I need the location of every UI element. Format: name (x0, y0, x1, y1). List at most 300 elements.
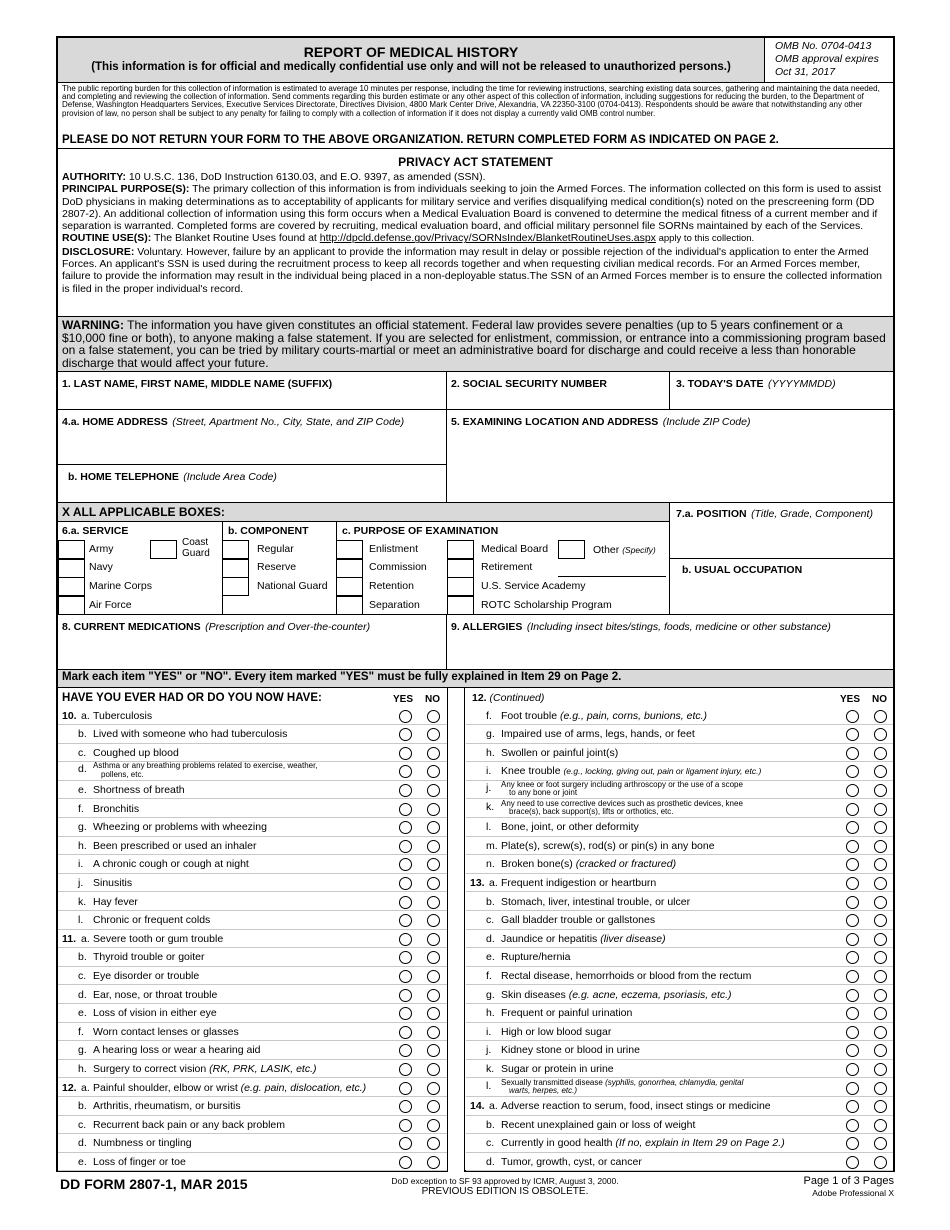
field-4b-telephone[interactable] (58, 465, 447, 503)
no-radio[interactable] (874, 970, 887, 983)
question-letter: h. (486, 1007, 495, 1020)
no-radio[interactable] (874, 858, 887, 871)
yes-radio[interactable] (846, 1156, 859, 1169)
no-radio[interactable] (427, 1082, 440, 1095)
question-hint: (cracked or fractured) (575, 858, 677, 871)
question-text: Plate(s), screw(s), rod(s) or pin(s) in any bone (501, 839, 715, 852)
question-text: Recurrent back pain or any back problem (93, 1118, 286, 1131)
question-row (466, 1153, 893, 1172)
column-divider (447, 688, 465, 1172)
no-radio[interactable] (427, 877, 440, 890)
yes-radio[interactable] (399, 710, 412, 723)
question-letter: g. (486, 728, 495, 741)
question-text: Eye disorder or trouble (93, 969, 200, 982)
no-radio[interactable] (427, 858, 440, 871)
question-text-block (501, 728, 695, 740)
question-text-line-2: warts, herpes, etc.) (509, 1086, 578, 1095)
purpose-commission-label: Commission (369, 561, 427, 573)
no-radio[interactable] (874, 1026, 887, 1039)
right-no-header: NO (872, 694, 887, 705)
yes-radio[interactable] (846, 896, 859, 909)
question-letter: h. (486, 746, 495, 759)
yes-radio[interactable] (846, 933, 859, 946)
yes-radio[interactable] (846, 1100, 859, 1113)
question-text-block (501, 1156, 642, 1168)
question-letter: e. (486, 951, 495, 964)
question-text: Bone, joint, or other deformity (501, 821, 639, 834)
question-text: Thyroid trouble or goiter (93, 951, 205, 964)
no-radio[interactable] (427, 1156, 440, 1169)
no-radio[interactable] (427, 951, 440, 964)
warning-box (58, 316, 893, 372)
question-letter: j. (486, 1044, 492, 1057)
question-hint: (syphilis, gonorrhea, chlamydia, genital (605, 1078, 744, 1087)
coast-guard-label (182, 538, 210, 559)
question-text: Hay fever (93, 895, 138, 908)
coast-guard-line-1: Coast (182, 537, 209, 548)
field-5-exam-location[interactable] (447, 410, 893, 503)
no-radio[interactable] (427, 933, 440, 946)
question-text-block (501, 840, 715, 852)
question-letter: d. (486, 932, 495, 945)
yes-radio[interactable] (399, 970, 412, 983)
question-text-block (93, 821, 267, 833)
question-row (58, 781, 447, 800)
yes-radio[interactable] (399, 1063, 412, 1076)
question-text-line-2: to any bone or joint (509, 788, 578, 798)
purpose-text: The primary collection of this information is from individuals seeking to join the Armed Forces. The information collected on this form is used to assist DoD physicians in making determinations as to acceptability of applicants for military service and verifies disqualifying medical condition(s) noted on the prescreening form (DD 2807-2). An additional collection of information using this form occurs when a Medical Evaluation Board is convened to determine the medical fitness of a current member and if separation is warranted. Completed forms are covered by recruiting, medical evaluation board, and official military personnel file SORNs maintained by each of the Services. (62, 183, 882, 233)
no-radio[interactable] (427, 728, 440, 741)
question-text-block (93, 762, 318, 779)
question-text-block (501, 858, 676, 870)
no-radio[interactable] (427, 970, 440, 983)
yes-radio[interactable] (846, 821, 859, 834)
field-9-hint: (Including insect bites/stings, foods, medicine or other substance) (526, 621, 831, 633)
checkbox-air-force[interactable] (58, 596, 85, 615)
no-radio[interactable] (427, 765, 440, 778)
question-row (466, 1060, 893, 1079)
question-row (466, 930, 893, 949)
yes-radio[interactable] (846, 747, 859, 760)
question-row (466, 855, 893, 874)
authority-label: AUTHORITY: (62, 171, 126, 183)
field-5-label: 5. EXAMINING LOCATION AND ADDRESS (451, 416, 659, 428)
question-text: Frequent indigestion or heartburn (501, 876, 657, 889)
checkbox-service-academy[interactable] (447, 577, 474, 596)
field-4a-label: 4.a. HOME ADDRESS (62, 416, 168, 428)
field-4a-address[interactable] (58, 410, 447, 465)
no-radio[interactable] (427, 784, 440, 797)
question-text-block (93, 710, 152, 722)
question-row (466, 1079, 893, 1098)
question-row (466, 967, 893, 986)
no-radio[interactable] (874, 728, 887, 741)
no-radio[interactable] (874, 840, 887, 853)
question-text-block (501, 951, 570, 963)
service-air-force-label: Air Force (89, 599, 132, 611)
question-hint: (If no, explain in Item 29 on Page 2.) (615, 1137, 785, 1150)
question-text-block (93, 1082, 366, 1094)
no-radio[interactable] (427, 747, 440, 760)
yes-radio[interactable] (399, 877, 412, 890)
field-9-allergies[interactable] (447, 615, 893, 670)
no-radio[interactable] (874, 933, 887, 946)
question-text: Tumor, growth, cyst, or cancer (501, 1155, 642, 1168)
component-reserve-label: Reserve (257, 561, 297, 573)
yes-radio[interactable] (399, 1007, 412, 1020)
disclosure-label: DISCLOSURE: (62, 245, 135, 258)
yes-radio[interactable] (846, 1044, 859, 1057)
question-text: Coughed up blood (93, 746, 179, 759)
no-radio[interactable] (874, 989, 887, 1002)
no-radio[interactable] (874, 803, 887, 816)
no-radio[interactable] (874, 1119, 887, 1132)
question-row (58, 948, 447, 967)
question-text: Wheezing or problems with wheezing (93, 821, 267, 834)
yes-radio[interactable] (846, 989, 859, 1002)
no-radio[interactable] (874, 1063, 887, 1076)
no-radio[interactable] (874, 710, 887, 723)
yes-radio[interactable] (846, 784, 859, 797)
question-text-block (501, 1079, 743, 1096)
other-label: Other (593, 544, 620, 556)
question-row (466, 762, 893, 781)
component-national-guard-label: National Guard (257, 580, 328, 592)
question-text-block (501, 970, 751, 982)
authority-text: 10 U.S.C. 136, DoD Instruction 6130.03, and E.O. 9397, as amended (SSN). (125, 171, 486, 183)
privacy-act-section (58, 149, 893, 314)
purpose-medical-board-label: Medical Board (481, 543, 549, 555)
no-radio[interactable] (427, 1137, 440, 1150)
yes-radio[interactable] (399, 989, 412, 1002)
yes-radio[interactable] (399, 914, 412, 927)
question-letter: c. (78, 969, 87, 982)
yes-radio[interactable] (846, 877, 859, 890)
question-text: Loss of finger or toe (93, 1155, 186, 1168)
field-6a-label: 6.a. SERVICE (62, 525, 129, 537)
question-row (58, 744, 447, 763)
yes-radio[interactable] (399, 765, 412, 778)
question-letter: n. (486, 858, 495, 871)
field-2-ssn[interactable] (447, 372, 670, 410)
field-7a-position[interactable] (670, 503, 893, 559)
warning-label: WARNING: (62, 318, 124, 332)
yes-radio[interactable] (846, 1007, 859, 1020)
yes-radio[interactable] (846, 951, 859, 964)
no-radio[interactable] (427, 821, 440, 834)
question-text: Frequent or painful urination (501, 1007, 633, 1020)
question-row (58, 986, 447, 1005)
no-radio[interactable] (427, 989, 440, 1002)
question-text-block (501, 800, 743, 817)
no-radio[interactable] (427, 1063, 440, 1076)
warning-text: The information you have given constitutes an official statement. Federal law provides severe penalties (up to 5 years confinement or a $10,000 fine or both), to anyone making a false statement. If you are selected for enlistment, commission, or entrance into a commissioning program based on a false statement, you can be tried by military courts-martial or meet an administrative board for discharge and could receive a less than honorable discharge that would affect your future. (62, 318, 886, 370)
question-text-block (501, 1044, 640, 1056)
routine-uses-link[interactable]: http://dpcld.defense.gov/Privacy/SORNsIndex/BlanketRoutineUses.aspx (319, 232, 656, 245)
question-text-block (501, 933, 666, 945)
question-number: 10. (62, 709, 77, 722)
checkbox-navy[interactable] (58, 559, 85, 578)
privacy-title: PRIVACY ACT STATEMENT (398, 155, 553, 169)
burden-statement: The public reporting burden for this collection of information is estimated to average 10 minutes per response, including the time for reviewing instructions, searching existing data sources, gathering and maintaining the data needed, and completing and reviewing the collection of information. Send comments regarding this burden estimate or any other aspect of this collection of information, including suggestions for reducing the burden, to the Department of Defense, Washington Headquarters Services, Executive Services Directorate, Directives Division, 4800 Mark Center Drive, Alexandria, VA 22350-3100 (0704-0413). Respondents should be aware that notwithstanding any other provision of law, no person shall be subject to any penalty for failing to comply with a collection of information if it does not display a currently valid OMB control number. (62, 84, 880, 118)
no-radio[interactable] (427, 1100, 440, 1113)
yes-radio[interactable] (399, 1026, 412, 1039)
checkbox-army[interactable] (58, 540, 85, 559)
checkbox-coast-guard[interactable] (150, 540, 177, 559)
question-letter: b. (486, 895, 495, 908)
no-radio[interactable] (874, 1044, 887, 1057)
checkbox-marine-corps[interactable] (58, 577, 85, 596)
question-text-block (501, 747, 618, 759)
adobe-version: Adobe Professional X (812, 1188, 894, 1198)
other-specify-line[interactable] (558, 576, 666, 577)
question-text-block (501, 1026, 611, 1038)
yes-radio[interactable] (399, 840, 412, 853)
question-letter: m. (486, 839, 498, 852)
no-radio[interactable] (874, 747, 887, 760)
service-navy-label: Navy (89, 561, 113, 573)
yes-radio[interactable] (399, 1100, 412, 1113)
no-radio[interactable] (874, 877, 887, 890)
field-4b-hint: (Include Area Code) (183, 471, 277, 483)
yes-radio[interactable] (846, 765, 859, 778)
checkbox-other[interactable] (558, 540, 585, 559)
question-letter: j. (486, 781, 492, 794)
question-text: Swollen or painful joint(s) (501, 746, 619, 759)
question-text: Currently in good health (501, 1137, 613, 1150)
question-text: Asthma or any breathing problems related to exercise, weather, (93, 762, 318, 771)
question-text: Rupture/hernia (501, 951, 571, 964)
question-hint: (e.g. acne, eczema, psoriasis, etc.) (568, 988, 732, 1001)
question-row (466, 986, 893, 1005)
omb-date: Oct 31, 2017 (775, 66, 836, 78)
footer-previous-edition: PREVIOUS EDITION IS OBSOLETE. (421, 1186, 589, 1197)
question-text: Gall bladder trouble or gallstones (501, 914, 656, 927)
checkbox-separation[interactable] (336, 596, 363, 615)
no-radio[interactable] (427, 1119, 440, 1132)
field-7b-label: b. USUAL OCCUPATION (682, 564, 803, 576)
question-text: Bronchitis (93, 802, 140, 815)
left-yes-header: YES (393, 694, 414, 705)
question-row (58, 1134, 447, 1153)
question-row (58, 893, 447, 912)
question-row (466, 781, 893, 800)
no-radio[interactable] (874, 784, 887, 797)
question-text: High or low blood sugar (501, 1025, 612, 1038)
question-row (58, 762, 447, 781)
checkbox-retirement[interactable] (447, 559, 474, 578)
question-text: Rectal disease, hemorrhoids or blood from the rectum (501, 969, 752, 982)
no-radio[interactable] (874, 896, 887, 909)
yes-radio[interactable] (846, 840, 859, 853)
field-8-label: 8. CURRENT MEDICATIONS (62, 621, 201, 633)
yes-radio[interactable] (399, 728, 412, 741)
field-1-name[interactable] (58, 372, 447, 410)
coast-guard-line-2: Guard (182, 547, 210, 559)
checkbox-regular[interactable] (222, 540, 249, 559)
question-row (58, 930, 447, 949)
question-text: Chronic or frequent colds (93, 914, 211, 927)
question-text-block (93, 951, 204, 963)
question-letter: a. (81, 932, 90, 945)
yes-radio[interactable] (846, 1119, 859, 1132)
question-letter: d. (486, 1155, 495, 1168)
field-7a-hint: (Title, Grade, Component) (751, 508, 873, 520)
checkbox-reserve[interactable] (222, 559, 249, 578)
question-letter: l. (486, 821, 492, 834)
disclosure-text: Voluntary. However, failure by an applicant to provide the information may result in delay or possible rejection of the individual's application to enter the Armed Forces. An applicant's SSN is used during the recruitment process to keep all records together and when requesting civilian medical records. For an Armed Forces member, failure to provide the information may result in the individual being placed in a non-deployable status.The SSN of an Armed Forces member is to ensure the collected information is filed in the proper individual's record. (62, 245, 883, 295)
checkbox-medical-board[interactable] (447, 540, 474, 559)
question-letter: h. (78, 1062, 87, 1075)
question-letter: i. (486, 1025, 492, 1038)
question-letter: h. (78, 839, 87, 852)
question-text: Knee trouble (501, 765, 561, 778)
question-text: Broken bone(s) (501, 858, 573, 871)
field-5-hint: (Include ZIP Code) (662, 416, 751, 428)
omb-approval: OMB approval expires (775, 53, 879, 65)
field-3-label: 3. TODAY'S DATE (676, 378, 764, 390)
yes-radio[interactable] (846, 1026, 859, 1039)
question-row (466, 1134, 893, 1153)
question-letter: b. (486, 1118, 495, 1131)
no-radio[interactable] (427, 803, 440, 816)
no-radio[interactable] (427, 1026, 440, 1039)
question-text-block (93, 1026, 239, 1038)
question-text: Shortness of breath (93, 783, 185, 796)
question-text: Arthritis, rheumatism, or bursitis (93, 1100, 241, 1113)
field-3-date[interactable] (670, 372, 893, 410)
question-row (58, 1004, 447, 1023)
yes-radio[interactable] (846, 970, 859, 983)
question-text: Loss of vision in either eye (93, 1007, 217, 1020)
question-row (58, 725, 447, 744)
question-text: Sugar or protein in urine (501, 1062, 614, 1075)
question-text: Tuberculosis (93, 709, 153, 722)
purpose-rotc-label: ROTC Scholarship Program (481, 599, 612, 611)
question-letter: c. (486, 1137, 495, 1150)
question-letter: a. (81, 709, 90, 722)
yes-radio[interactable] (399, 1119, 412, 1132)
yes-radio[interactable] (846, 728, 859, 741)
question-row (466, 725, 893, 744)
yes-radio[interactable] (399, 1156, 412, 1169)
no-radio[interactable] (874, 914, 887, 927)
no-radio[interactable] (874, 951, 887, 964)
question-text-block (93, 858, 249, 870)
checkbox-enlistment[interactable] (336, 540, 363, 559)
no-radio[interactable] (874, 1100, 887, 1113)
checkbox-commission[interactable] (336, 559, 363, 578)
question-text-block (93, 877, 132, 889)
form-number: DD FORM 2807-1, MAR 2015 (60, 1176, 248, 1192)
question-letter: l. (486, 1079, 492, 1092)
yes-radio[interactable] (399, 858, 412, 871)
yes-radio[interactable] (399, 1137, 412, 1150)
service-army-label: Army (89, 543, 114, 555)
yes-radio[interactable] (846, 710, 859, 723)
question-row (58, 911, 447, 930)
question-number: 12. (62, 1081, 77, 1094)
question-letter: k. (486, 1062, 495, 1075)
yes-radio[interactable] (846, 914, 859, 927)
yes-radio[interactable] (846, 803, 859, 816)
question-row (58, 707, 447, 726)
yes-radio[interactable] (399, 821, 412, 834)
no-radio[interactable] (427, 1007, 440, 1020)
question-text-block (93, 1007, 217, 1019)
service-marine-corps-label: Marine Corps (89, 580, 153, 592)
field-8-medications[interactable] (58, 615, 447, 670)
question-letter: c. (78, 1118, 87, 1131)
question-letter: g. (78, 1044, 87, 1057)
yes-radio[interactable] (846, 1082, 859, 1095)
no-radio[interactable] (427, 1044, 440, 1057)
yes-radio[interactable] (846, 1063, 859, 1076)
no-radio[interactable] (874, 821, 887, 834)
question-text: Surgery to correct vision (93, 1062, 207, 1075)
question-text: Severe tooth or gum trouble (93, 932, 224, 945)
question-letter: c. (486, 914, 495, 927)
yes-radio[interactable] (399, 896, 412, 909)
field-7b-occupation[interactable] (670, 559, 893, 615)
yes-radio[interactable] (399, 784, 412, 797)
no-radio[interactable] (874, 765, 887, 778)
yes-radio[interactable] (399, 747, 412, 760)
question-text: Any need to use corrective devices such as prosthetic devices, knee (501, 799, 743, 808)
question-text-block (501, 1063, 614, 1075)
continued-header: 12. (Continued) (472, 692, 545, 704)
yes-radio[interactable] (846, 1137, 859, 1150)
question-number: 11. (62, 932, 77, 945)
checkbox-rotc[interactable] (447, 596, 474, 615)
question-row (466, 1023, 893, 1042)
yes-radio[interactable] (399, 1044, 412, 1057)
yes-radio[interactable] (399, 803, 412, 816)
yes-radio[interactable] (399, 933, 412, 946)
no-radio[interactable] (874, 1156, 887, 1169)
question-hint: (RK, PRK, LASIK, etc.) (209, 1062, 317, 1075)
yes-radio[interactable] (399, 951, 412, 964)
yes-radio[interactable] (399, 1082, 412, 1095)
question-text: Stomach, liver, intestinal trouble, or ulcer (501, 895, 691, 908)
question-text: Recent unexplained gain or loss of weight (501, 1118, 696, 1131)
question-letter: a. (81, 1081, 90, 1094)
field-6c-label: c. PURPOSE OF EXAMINATION (342, 525, 499, 537)
question-row (466, 874, 893, 893)
question-text-block (501, 914, 655, 926)
no-radio[interactable] (427, 914, 440, 927)
yes-radio[interactable] (846, 858, 859, 871)
no-radio[interactable] (874, 1082, 887, 1095)
field-6b-label: b. COMPONENT (228, 525, 309, 537)
question-row (58, 1079, 447, 1098)
question-row (466, 893, 893, 912)
question-text: Painful shoulder, elbow or wrist (93, 1081, 238, 1094)
checkbox-retention[interactable] (336, 577, 363, 596)
question-text: Jaundice or hepatitis (501, 932, 598, 945)
no-radio[interactable] (874, 1137, 887, 1150)
checkbox-national-guard[interactable] (222, 577, 249, 596)
no-radio[interactable] (427, 896, 440, 909)
question-letter: g. (78, 821, 87, 834)
no-radio[interactable] (427, 840, 440, 853)
no-radio[interactable] (874, 1007, 887, 1020)
form-subtitle: (This information is for official and medically confidential use only and will not be released to unauthorized persons.) (91, 61, 731, 73)
no-radio[interactable] (427, 710, 440, 723)
question-letter: a. (489, 1100, 498, 1113)
field-4a-hint: (Street, Apartment No., City, State, and ZIP Code) (172, 416, 405, 428)
question-letter: c. (78, 746, 87, 759)
